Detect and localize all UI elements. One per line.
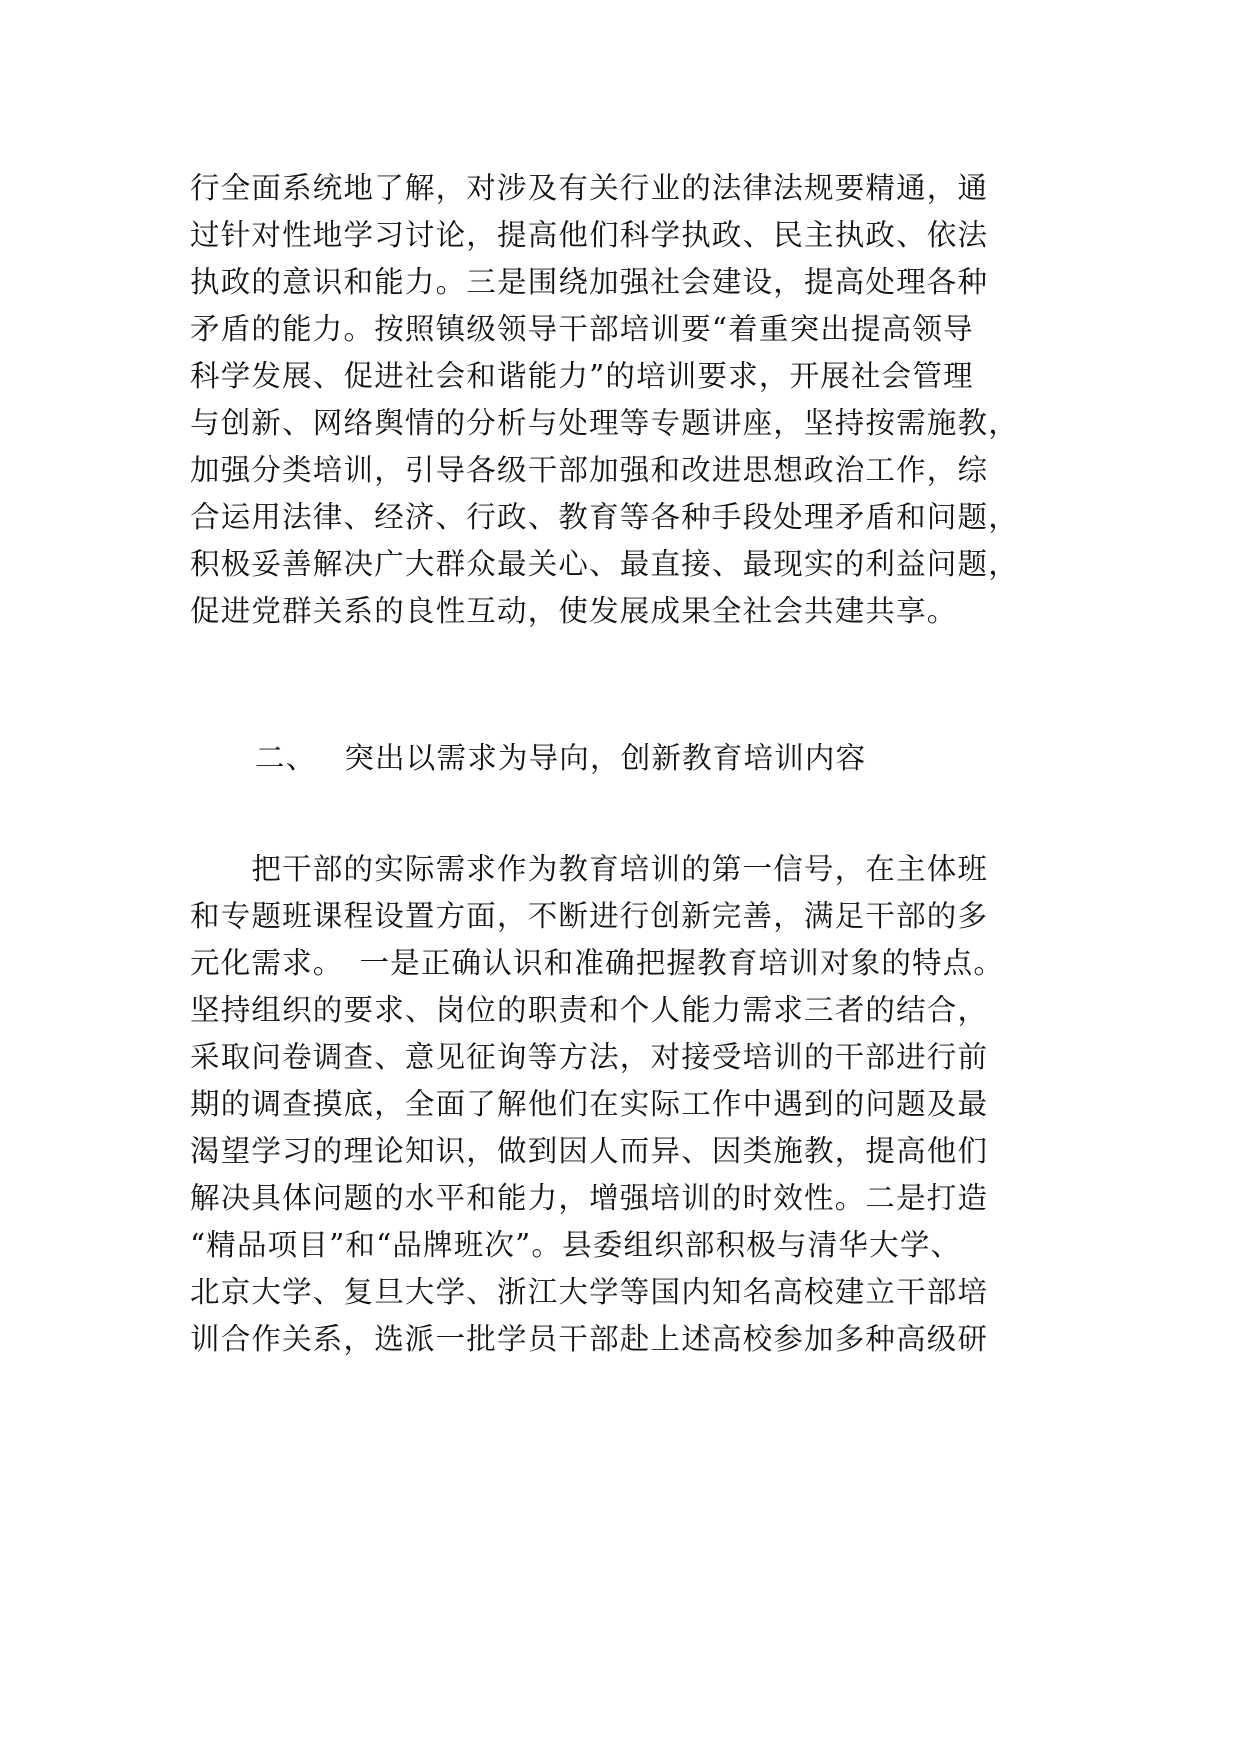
paragraph-1 (190, 165, 1060, 635)
paragraph-2 (190, 846, 1060, 1363)
paragraph-line: 期的调查摸底，全面了解他们在实际工作中遇到的问题及最 (190, 1087, 989, 1121)
section-number: 二、 (255, 741, 317, 775)
paragraph-line: 矛盾的能力。按照镇级领导干部培训要“着重突出提高领导 (190, 312, 974, 346)
paragraph-line: 促进党群关系的良性互动，使发展成果全社会共建共享。 (190, 594, 958, 628)
section-heading (255, 735, 866, 782)
paragraph-line: 过针对性地学习讨论，提高他们科学执政、民主执政、依法 (190, 218, 989, 252)
paragraph-line: 把干部的实际需求作为教育培训的第一信号，在主体班 (190, 852, 989, 886)
paragraph-line: 和专题班课程设置方面，不断进行创新完善，满足干部的多 (190, 899, 989, 933)
paragraph-line: 解决具体问题的水平和能力，增强培训的时效性。二是打造 (190, 1181, 989, 1215)
paragraph-line: 加强分类培训，引导各级干部加强和改进思想政治工作，综 (190, 453, 989, 487)
paragraph-line: 科学发展、促进社会和谐能力”的培训要求，开展社会管理 (190, 359, 974, 393)
paragraph-line: 北京大学、复旦大学、浙江大学等国内知名高校建立干部培 (190, 1275, 989, 1309)
paragraph-line: 坚持组织的要求、岗位的职责和个人能力需求三者的结合， (190, 993, 989, 1027)
paragraph-line: “精品项目”和“品牌班次”。县委组织部积极与清华大学、 (190, 1228, 962, 1262)
paragraph-line: 采取问卷调查、意见征询等方法，对接受培训的干部进行前 (190, 1040, 989, 1074)
paragraph-line: 训合作关系，选派一批学员干部赴上述高校参加多种高级研 (190, 1322, 989, 1356)
paragraph-line: 积极妥善解决广大群众最关心、最直接、最现实的利益问题， (190, 547, 1019, 581)
section-title: 突出以需求为导向，创新教育培训内容 (344, 741, 867, 775)
paragraph-line: 元化需求。 一是正确认识和准确把握教育培训对象的特点。 (190, 946, 1005, 980)
paragraph-line: 行全面系统地了解，对涉及有关行业的法律法规要精通，通 (190, 171, 989, 205)
paragraph-line: 与创新、网络舆情的分析与处理等专题讲座，坚持按需施教， (190, 406, 1019, 440)
paragraph-line: 合运用法律、经济、行政、教育等各种手段处理矛盾和问题， (190, 500, 1019, 534)
paragraph-line: 渴望学习的理论知识，做到因人而异、因类施教，提高他们 (190, 1134, 989, 1168)
paragraph-line: 执政的意识和能力。三是围绕加强社会建设，提高处理各种 (190, 265, 989, 299)
